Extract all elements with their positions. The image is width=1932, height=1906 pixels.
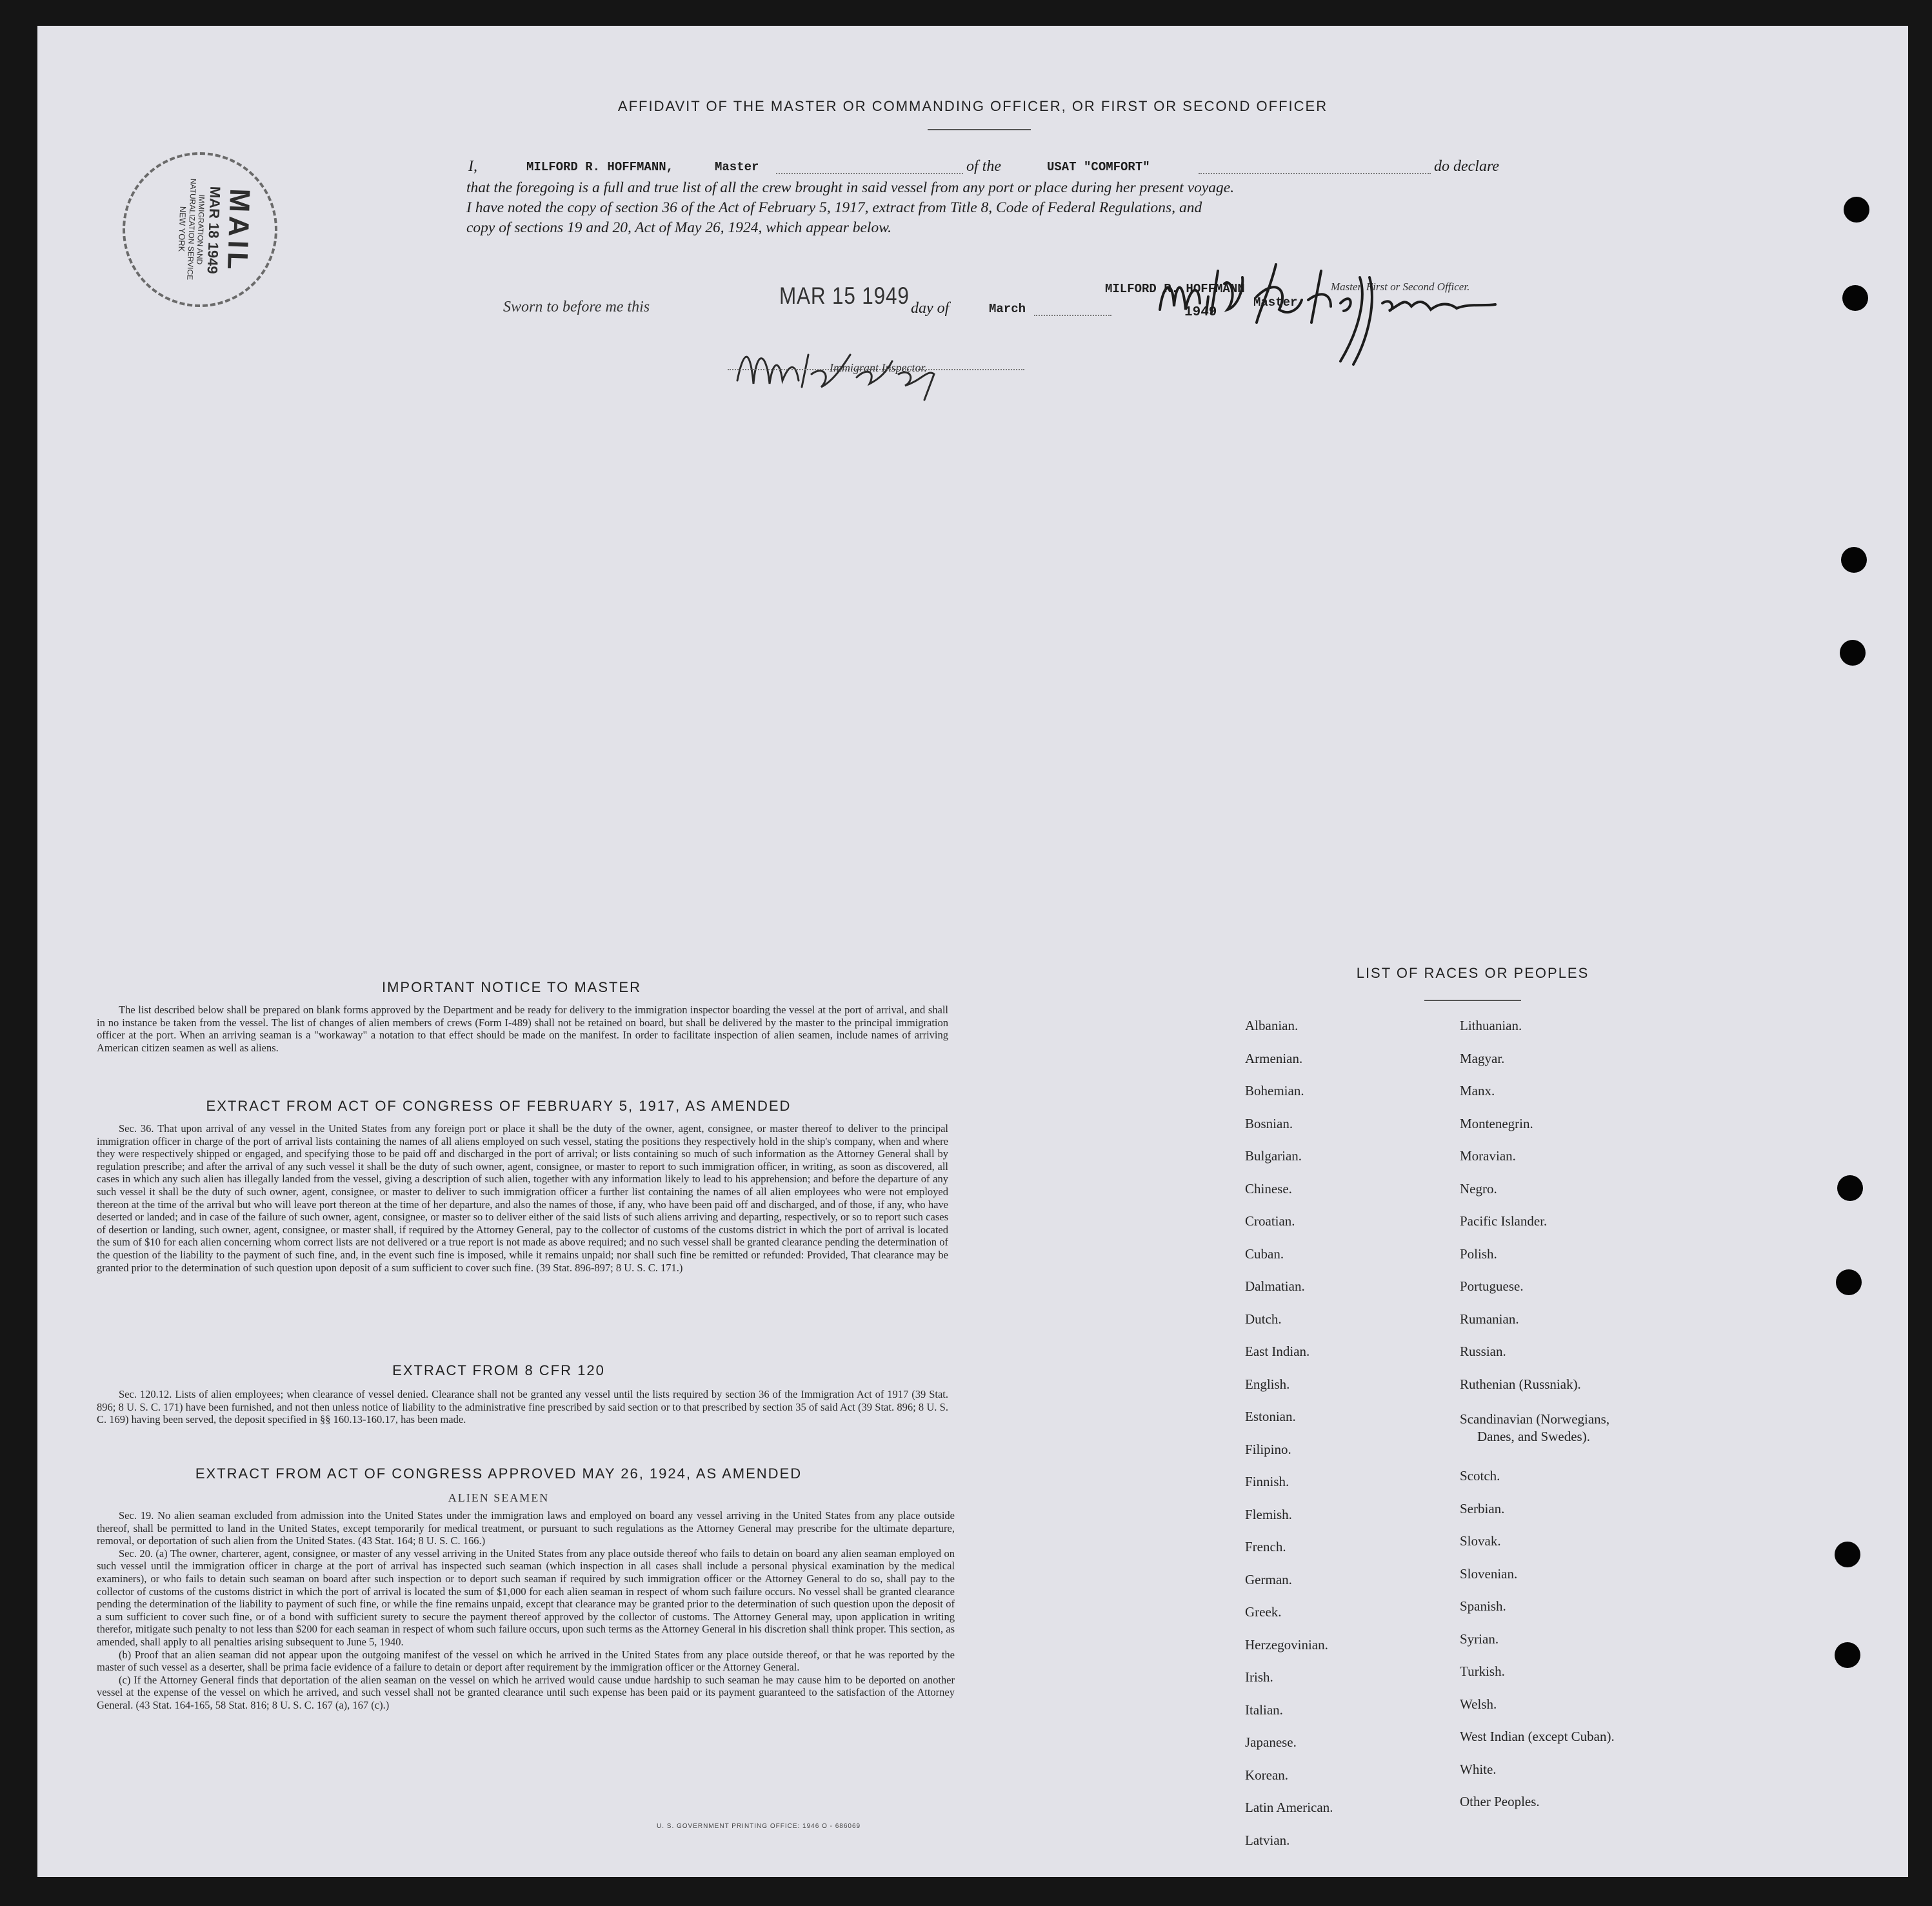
- race-item: Dalmatian.: [1245, 1278, 1305, 1294]
- race-item: Filipino.: [1245, 1441, 1291, 1457]
- extract-1924-body: [97, 1509, 955, 1712]
- mail-stamp: [123, 152, 277, 307]
- race-item: White.: [1460, 1761, 1497, 1777]
- race-item: Serbian.: [1460, 1500, 1505, 1516]
- vessel-dotline: [1199, 173, 1431, 174]
- title-rule: [928, 129, 1031, 130]
- sworn-year: 1949: [1184, 305, 1217, 320]
- race-item: Bohemian.: [1245, 1083, 1304, 1098]
- races-title-rule: [1424, 1000, 1521, 1001]
- binder-hole-3: [1841, 547, 1867, 573]
- master-name: MILFORD R. HOFFMANN,: [526, 160, 674, 174]
- race-item: Korean.: [1245, 1767, 1289, 1783]
- race-item: Other Peoples.: [1460, 1794, 1540, 1809]
- races-right-column-b: [1460, 1468, 1615, 1827]
- sworn-month: March: [989, 302, 1026, 316]
- race-item: Italian.: [1245, 1702, 1283, 1718]
- notice-body: [97, 1004, 948, 1054]
- race-item: Spanish.: [1460, 1598, 1506, 1614]
- race-item: Latvian.: [1245, 1832, 1290, 1848]
- notice-title: IMPORTANT NOTICE TO MASTER: [381, 979, 641, 995]
- section-19-paragraph: Sec. 19. No alien seaman excluded from admission into the United States under the immigration laws and employed on board any vessel arriving in the United States from any place outside thereof, shall be permitted to land in the United States, except temporarily for medical treatment, or pursuant to such regulations as the Attorney General may prescribe for the ultimate departure, removal, or deportation of such alien from the United States. (43 Stat. 164; 8 U. S. C. 166.): [97, 1509, 955, 1547]
- races-title: LIST OF RACES OR PEOPLES: [1356, 965, 1589, 981]
- section-20b-paragraph: (b) Proof that an alien seaman did not appear upon the outgoing manifest of the vessel on which he arrived in the United States from any place outside thereof, or that he was reported by the master of such vessel as a deserter, shall be prima facie evidence of a failure to detain or deport after requirement by the immigration officer or the Attorney General.: [97, 1648, 955, 1674]
- race-item: Manx.: [1460, 1083, 1495, 1098]
- month-dotline: [1034, 315, 1111, 316]
- typed-master-name: MILFORD R. HOFFMANN: [1105, 282, 1245, 296]
- affidavit-body-3: copy of sections 19 and 20, Act of May 26, 1924, which appear below.: [466, 219, 891, 236]
- affidavit-body-1: that the foregoing is a full and true list of all the crew brought in said vessel from any port or place during her present voyage.: [466, 179, 1235, 196]
- race-item: Irish.: [1245, 1669, 1273, 1685]
- race-item: Greek.: [1245, 1604, 1282, 1620]
- race-item: Flemish.: [1245, 1506, 1292, 1522]
- race-item: Albanian.: [1245, 1018, 1299, 1033]
- race-item: German.: [1245, 1571, 1292, 1587]
- binder-hole-5: [1837, 1175, 1863, 1201]
- race-item: Syrian.: [1460, 1631, 1499, 1647]
- master-signature: [1147, 239, 1502, 368]
- vessel-name: USAT "COMFORT": [1047, 160, 1150, 174]
- stamp-date: MAR 18 1949: [204, 186, 224, 275]
- affidavit-title: AFFIDAVIT OF THE MASTER OR COMMANDING OFFICER, OR FIRST OR SECOND OFFICER: [617, 98, 1328, 114]
- section-36-paragraph: Sec. 36. That upon arrival of any vessel in the United States from any foreign port or place it shall be the duty of the owner, agent, consignee, or master thereof to deliver to the principal immigration officer in charge of the port of arrival lists containing the names of all aliens employed on such vessel, stating the positions they respectively hold in the ship's company, when and where they were respectively shipped or engaged, and specifying those to be paid off and discharged in the port of arrival; or lists containing so much of such information as the Attorney General shall by regulation prescribe; and after the arrival of any such vessel it shall be the duty of such owner, agent, consignee, or master to report to such immigration officer, in writing, as soon as discovered, all cases in which any such alien has illegally landed from the vessel, giving a description of such alien, together with any information likely to lead to his apprehension; and before the departure of any such vessel it shall be the duty of such owner, agent, consignee, or master to deliver to such immigration officer a further list containing the names of all alien employees who were not employed thereon at the time of the arrival but who will leave port thereon at the time of her departure, and also the names of those, if any, who have been paid off and discharged, and of those, if any, who have deserted or landed; and in case of the failure of such owner, agent, consignee, or master so to deliver either of the said lists of such aliens arriving and departing, respectively, or so to report such cases of desertion or landing, such owner, agent, consignee, or master shall, if required by the Attorney General, pay to the collector of customs of the customs district in which the port of arrival is located the sum of $10 for each alien concerning whom correct lists are not delivered or a true report is not made as above required; and no such vessel shall be granted clearance pending the determination of the question of the liability to the payment of such fine, and, in the event such fine is imposed, while it remains unpaid; nor shall such fine be remitted or refunded: Provided, That clearance may be granted prior to the determination of such question upon deposit of a sum sufficient to cover such fine. (39 Stat. 896-897; 8 U. S. C. 171.): [97, 1122, 948, 1274]
- race-item: Estonian.: [1245, 1409, 1296, 1424]
- binder-hole-1: [1844, 197, 1869, 223]
- race-item: Dutch.: [1245, 1311, 1282, 1327]
- extract-1917-title: EXTRACT FROM ACT OF CONGRESS OF FEBRUARY 5, 1917, AS AMENDED: [206, 1098, 792, 1114]
- races-left-column: [1245, 1018, 1333, 1865]
- race-item: Slovenian.: [1460, 1565, 1518, 1582]
- rank-dotline: [776, 173, 963, 174]
- extract-cfr-title: EXTRACT FROM 8 CFR 120: [392, 1362, 605, 1378]
- race-item: Bosnian.: [1245, 1115, 1293, 1131]
- race-item-scandinavian-1: Scandinavian (Norwegians,: [1460, 1411, 1610, 1427]
- race-item: Welsh.: [1460, 1696, 1497, 1712]
- race-item: Moravian.: [1460, 1148, 1516, 1164]
- race-item: Negro.: [1460, 1180, 1497, 1196]
- master-rank: Master: [715, 160, 759, 174]
- binder-hole-6: [1836, 1269, 1862, 1295]
- typed-master-rank: Master: [1253, 295, 1298, 310]
- form-page: [37, 26, 1908, 1877]
- races-right-column-a: [1460, 1018, 1581, 1409]
- race-item: Portuguese.: [1460, 1278, 1524, 1294]
- extract-cfr-body: [97, 1388, 948, 1426]
- section-120-12-paragraph: Sec. 120.12. Lists of alien employees; when clearance of vessel denied. Clearance shall not be granted any vessel until the lists required by section 36 of the Immigration Act of 1917 (39 Stat. 896; 8 U. S. C. 171) have been furnished, and not then unless notice of liability to the administrative fine prescribed by said section or to that prescribed by section 35 of said Act (39 Stat. 896; 8 U. S. C. 169) having been served, the deposit specified in §§ 160.13-160.17, has been made.: [97, 1388, 948, 1426]
- sworn-date-stamp: MAR 15 1949: [779, 283, 910, 309]
- race-item: Magyar.: [1460, 1050, 1505, 1066]
- binder-hole-7: [1835, 1542, 1860, 1567]
- race-item: Bulgarian.: [1245, 1148, 1302, 1164]
- section-20a-paragraph: Sec. 20. (a) The owner, charterer, agent, consignee, or master of any vessel arriving in the United States from any place outside thereof who fails to detain on board any alien seaman employed on such vessel until the immigration officer in charge at the port of arrival has inspected such seaman (which inspection in all cases shall include a personal physical examination by the medical examiners), or who fails to detain such seaman on board after such inspection or to deport such seaman if required by such immigration officer or the Attorney General to do so, shall pay to the collector of customs of the customs district in which the port of arrival is located the sum of $1,000 for each alien seaman in respect of whom such failure occurs. No vessel shall be granted clearance pending the determination of the liability to payment of such fine, or while the fine remains unpaid, except that clearance may be granted prior to the determination of such question upon the deposit of a sum sufficient to cover such fine, or of a bond with sufficient surety to secure the payment thereof approved by the collector of customs. The Attorney General may, upon application in writing therefor, mitigate such penalty to not less than $200 for each seaman in respect of whom such failure occurs, upon such terms as the Attorney General in his discretion shall think proper. This section, as amended, shall apply to all penalties arising subsequent to June 5, 1940.: [97, 1547, 955, 1648]
- do-declare-label: do declare: [1434, 158, 1500, 175]
- race-item: French.: [1245, 1539, 1286, 1554]
- race-item: Scotch.: [1460, 1468, 1500, 1484]
- of-the-label: of the: [966, 158, 1001, 175]
- race-item: Turkish.: [1460, 1663, 1505, 1679]
- race-item: Chinese.: [1245, 1180, 1292, 1196]
- race-item: Finnish.: [1245, 1474, 1290, 1489]
- day-of-label: day of: [911, 300, 950, 317]
- race-item: Armenian.: [1245, 1050, 1303, 1066]
- race-item-scandinavian-2: Danes, and Swedes).: [1477, 1429, 1590, 1444]
- officer-caption: Master, First or Second Officer.: [1331, 281, 1470, 293]
- stamp-mail-label: MAIL: [221, 188, 256, 274]
- race-item: Polish.: [1460, 1246, 1497, 1262]
- pronoun-i: I,: [468, 158, 477, 175]
- stamp-city: NEW YORK: [176, 206, 188, 252]
- affidavit-body-2: I have noted the copy of section 36 of the Act of February 5, 1917, extract from Title 8, Code of Federal Regulations, and: [466, 199, 1202, 216]
- race-item: West Indian (except Cuban).: [1460, 1729, 1615, 1744]
- race-item: Ruthenian (Russniak).: [1460, 1376, 1581, 1392]
- race-item: Lithuanian.: [1460, 1018, 1522, 1033]
- race-item: East Indian.: [1245, 1344, 1310, 1359]
- race-item: Cuban.: [1245, 1246, 1284, 1262]
- extract-1917-body: [97, 1122, 948, 1274]
- race-item: Slovak.: [1460, 1533, 1501, 1549]
- race-item: Montenegrin.: [1460, 1115, 1533, 1131]
- race-item: Pacific Islander.: [1460, 1213, 1548, 1229]
- race-item: Latin American.: [1245, 1800, 1333, 1815]
- race-item: Russian.: [1460, 1344, 1506, 1359]
- alien-seamen-subtitle: ALIEN SEAMEN: [448, 1491, 550, 1504]
- sworn-label: Sworn to before me this: [503, 299, 650, 315]
- race-item: English.: [1245, 1376, 1290, 1392]
- printer-line: U. S. GOVERNMENT PRINTING OFFICE: 1946 O - 686069: [657, 1823, 861, 1830]
- race-item: Herzegovinian.: [1245, 1636, 1328, 1653]
- binder-hole-2: [1842, 285, 1868, 311]
- stamp-service: IMMIGRATION AND NATURALIZATION SERVICE: [185, 178, 206, 281]
- binder-hole-8: [1835, 1642, 1860, 1668]
- binder-hole-4: [1840, 640, 1866, 666]
- race-item: Rumanian.: [1460, 1311, 1519, 1327]
- race-item: Japanese.: [1245, 1734, 1297, 1750]
- race-item: Croatian.: [1245, 1213, 1295, 1229]
- extract-1924-title: EXTRACT FROM ACT OF CONGRESS APPROVED MAY 26, 1924, AS AMENDED: [195, 1465, 802, 1482]
- section-20c-paragraph: (c) If the Attorney General finds that deportation of the alien seaman on the vessel on which he arrived would cause undue hardship to such seaman he may cause him to be deported on another vessel at the expense of the vessel on which he arrived, and such vessel shall not be granted clearance until such expense has been paid or its payment guaranteed to the satisfaction of the Attorney General. (43 Stat. 164-165, 58 Stat. 816; 8 U. S. C. 167 (a), 167 (c).): [97, 1673, 955, 1711]
- inspector-caption: Immigrant Inspector.: [830, 361, 927, 374]
- notice-paragraph: The list described below shall be prepared on blank forms approved by the Department and be ready for delivery to the immigration inspector boarding the vessel at the port of arrival, and shall in no instance be taken from the vessel. The list of changes of alien members of crews (Form I-489) shall not be retained on board, but shall be delivered by the master to the principal immigration officer at the port. When an arriving seaman is a "workaway" a notation to that effect should be made on the manifest. In order to facilitate inspection of alien seamen, include names of arriving American citizen seamen as well as aliens.: [97, 1004, 948, 1054]
